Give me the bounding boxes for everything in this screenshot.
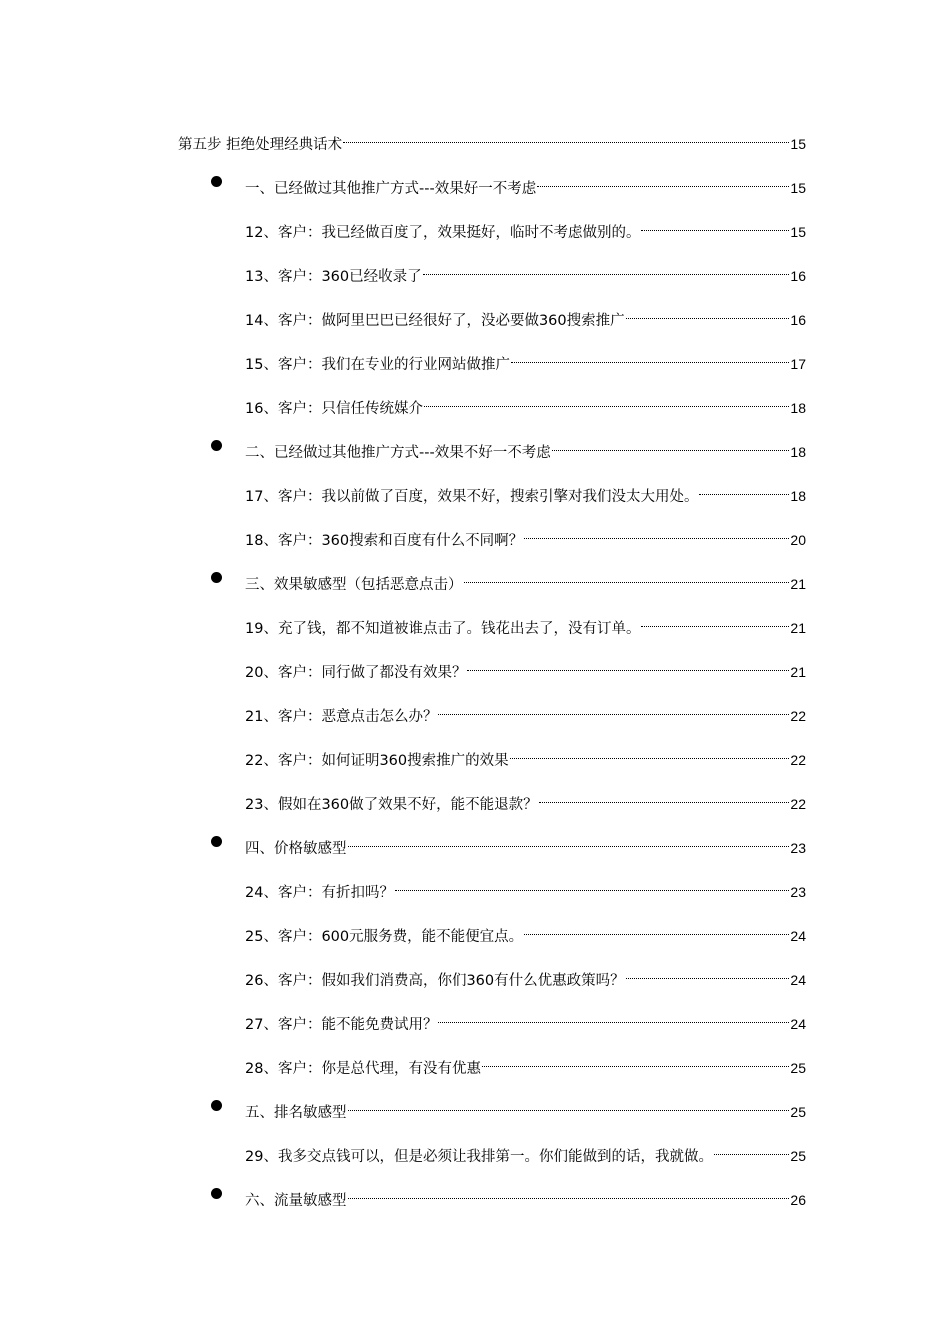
toc-item[interactable] [245,389,806,417]
toc-item[interactable] [245,301,806,329]
toc-page-number: 25 [790,1148,806,1164]
toc-page-number: 21 [790,664,806,680]
toc-chapter-heading[interactable] [178,125,806,153]
toc-page-number: 15 [790,180,806,196]
dot-leader [482,1049,789,1073]
toc-entry-text: 28、客户：你是总代理，有没有优惠 [245,1061,481,1077]
toc-entry-text: 二、已经做过其他推广方式---效果不好一不考虑 [245,445,551,461]
toc-entry-text: 19、充了钱，都不知道被谁点击了。钱花出去了，没有订单。 [245,621,641,637]
dot-leader [641,609,789,633]
dot-leader [626,301,790,325]
toc-item[interactable] [245,1005,806,1033]
dot-leader [537,169,789,193]
toc-page-number: 24 [790,928,806,944]
bullet-icon [211,572,222,583]
toc-item[interactable] [245,477,806,505]
toc-item[interactable] [245,345,806,373]
toc-section[interactable] [245,829,806,857]
toc-entry-text: 14、客户：做阿里巴巴已经很好了，没必要做360搜索推广 [245,313,625,329]
toc-section[interactable] [245,565,806,593]
toc-page-number: 23 [790,884,806,900]
dot-leader [438,1005,789,1029]
toc-section[interactable] [245,433,806,461]
toc-entry-text: 24、客户：有折扣吗？ [245,885,394,901]
toc-entry-text: 20、客户：同行做了都没有效果？ [245,665,467,681]
toc-page-number: 17 [790,356,806,372]
toc-item[interactable] [245,521,806,549]
toc-page-number: 25 [790,1104,806,1120]
toc-page-number: 18 [790,488,806,504]
toc-page-number: 16 [790,312,806,328]
dot-leader [395,873,789,897]
toc-page-number: 16 [790,268,806,284]
toc-item[interactable] [245,873,806,901]
bullet-icon [211,836,222,847]
dot-leader [699,477,789,501]
toc-page-number: 22 [790,752,806,768]
toc-item[interactable] [245,785,806,813]
toc-item[interactable] [245,257,806,285]
toc-entry-text: 13、客户：360已经收录了 [245,269,422,285]
toc-section[interactable] [245,1181,806,1209]
toc-page-number: 25 [790,1060,806,1076]
dot-leader [511,345,789,369]
toc-page-number: 21 [790,620,806,636]
toc-item[interactable] [245,917,806,945]
toc-entry-text: 五、排名敏感型 [245,1105,347,1121]
toc-entry-text: 22、客户：如何证明360搜索推广的效果 [245,753,509,769]
toc-page-number: 15 [790,136,806,152]
toc-entry-text: 21、客户：恶意点击怎么办？ [245,709,438,725]
bullet-icon [211,1188,222,1199]
dot-leader [539,785,790,809]
toc-item[interactable] [245,1137,806,1165]
toc-page-number: 26 [790,1192,806,1208]
toc-item[interactable] [245,697,806,725]
bullet-icon [211,1100,222,1111]
dot-leader [467,653,789,677]
dot-leader [348,1181,790,1205]
toc-page-number: 15 [790,224,806,240]
toc-page-number: 18 [790,444,806,460]
toc-item[interactable] [245,609,806,637]
dot-leader [714,1137,789,1161]
toc-page-number: 18 [790,400,806,416]
toc-entry-text: 26、客户：假如我们消费高，你们360有什么优惠政策吗？ [245,973,625,989]
dot-leader [626,961,790,985]
toc-page-number: 22 [790,708,806,724]
dot-leader [423,257,790,281]
toc-entry-text: 六、流量敏感型 [245,1193,347,1209]
toc-entry-text: 25、客户：600元服务费，能不能便宜点。 [245,929,524,945]
toc-entry-text: 15、客户：我们在专业的行业网站做推广 [245,357,510,373]
toc-entry-text: 四、价格敏感型 [245,841,347,857]
toc-page-number: 24 [790,1016,806,1032]
toc-item[interactable] [245,1049,806,1077]
toc-page-number: 23 [790,840,806,856]
dot-leader [641,213,789,237]
toc-section[interactable] [245,1093,806,1121]
bullet-icon [211,440,222,451]
toc-page-number: 24 [790,972,806,988]
toc-item[interactable] [245,653,806,681]
dot-leader [524,917,789,941]
bullet-icon [211,176,222,187]
dot-leader [348,829,790,853]
toc-item[interactable] [245,213,806,241]
toc-entry-text: 29、我多交点钱可以，但是必须让我排第一。你们能做到的话，我就做。 [245,1149,713,1165]
toc-item[interactable] [245,741,806,769]
toc-entry-text: 27、客户：能不能免费试用？ [245,1017,438,1033]
toc-section[interactable] [245,169,806,197]
toc-entry-text: 12、客户：我已经做百度了，效果挺好，临时不考虑做别的。 [245,225,641,241]
dot-leader [524,521,789,545]
toc-page-number: 21 [790,576,806,592]
dot-leader [510,741,790,765]
toc-entry-text: 17、客户：我以前做了百度，效果不好，搜索引擎对我们没太大用处。 [245,489,699,505]
toc-entry-text: 第五步 拒绝处理经典话术 [178,137,343,153]
toc-entry-text: 16、客户：只信任传统媒介 [245,401,423,417]
toc-entry-text: 三、效果敏感型（包括恶意点击） [245,577,463,593]
dot-leader [348,1093,790,1117]
toc-entry-text: 一、已经做过其他推广方式---效果好一不考虑 [245,181,537,197]
dot-leader [438,697,789,721]
toc-entry-text: 23、假如在360做了效果不好，能不能退款？ [245,797,538,813]
toc-page-number: 20 [790,532,806,548]
toc-entry-text: 18、客户：360搜索和百度有什么不同啊？ [245,533,524,549]
dot-leader [343,125,789,149]
dot-leader [424,389,789,413]
toc-item[interactable] [245,961,806,989]
toc-page-number: 22 [790,796,806,812]
dot-leader [464,565,790,589]
dot-leader [552,433,790,457]
